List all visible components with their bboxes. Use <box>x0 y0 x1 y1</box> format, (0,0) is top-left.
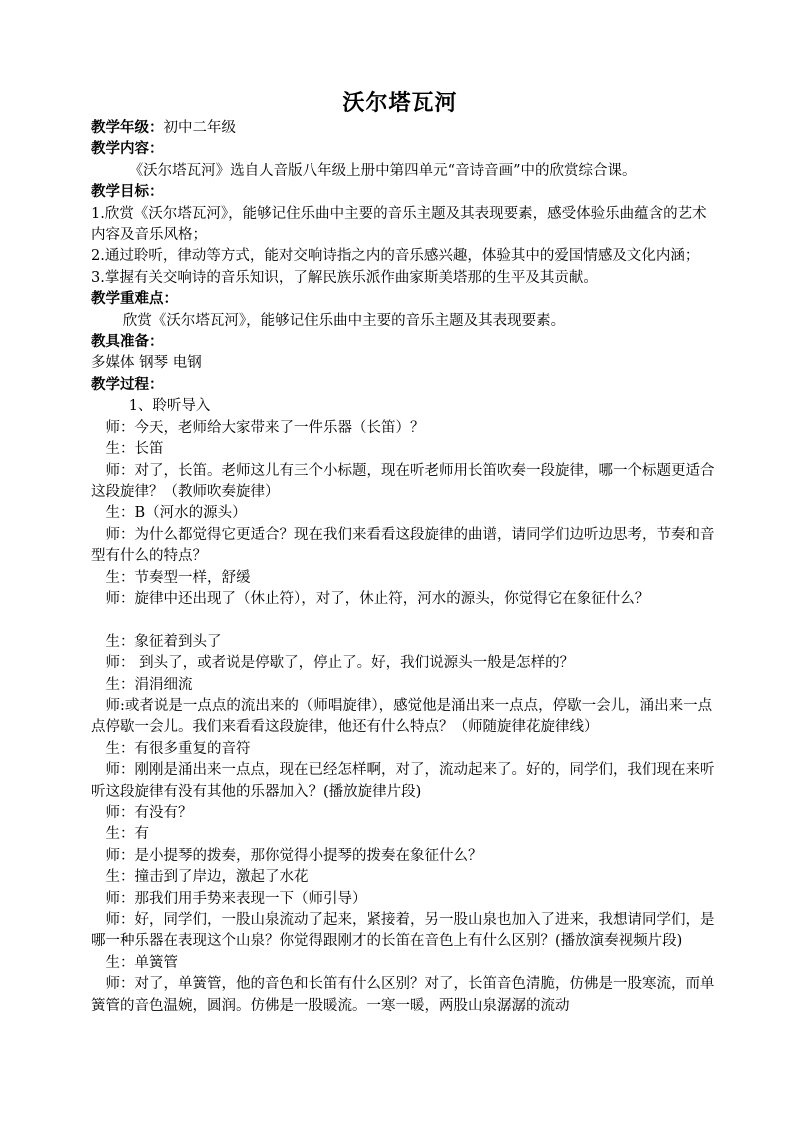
key-points-label: 教学重难点： <box>91 291 178 308</box>
dialogue-line: 生：象征着到头了 <box>105 633 222 650</box>
dialogue-line: 生：撞击到了岸边，激起了水花 <box>105 869 309 886</box>
dialogue-line: 生：长笛 <box>105 441 164 458</box>
dialogue-line: 师：对了，长笛。老师这儿有三个小标题，现在听老师用长笛吹奏一段旋律，哪一个标题更适合这段旋律？（教师吹奏旋律） <box>91 462 715 500</box>
dialogue-line: 师：那我们用手势来表现一下（师引导） <box>105 890 367 907</box>
dialogue-line: 师：旋律中还出现了（休止符），对了，休止符，河水的源头，你觉得它在象征什么？ <box>105 590 650 607</box>
page-title: 沃尔塔瓦河 <box>342 91 458 116</box>
content-text: 《沃尔塔瓦河》选自人音版八年级上册中第四单元“音诗音画”中的欣赏综合课。 <box>128 162 637 179</box>
dialogue-line: 师：是小提琴的拨奏，那你觉得小提琴的拨奏在象征什么？ <box>105 847 483 864</box>
process-label: 教学过程： <box>91 376 164 393</box>
dialogue-line: 生：有很多重复的音符 <box>105 740 251 757</box>
blank-line <box>91 610 715 631</box>
dialogue-line: 师：今天，老师给大家带来了一件乐器（长笛）？ <box>105 419 425 436</box>
grade-line <box>91 118 715 139</box>
goal-item: 2.通过聆听，律动等方式，能对交响诗指之内的音乐感兴趣，体验其中的爱国情感及文化内涵； <box>91 248 700 265</box>
process-section-heading: 1、聆听导入 <box>128 398 211 415</box>
dialogue-line: 生：涓涓细流 <box>105 676 193 693</box>
dialogue-line: 师：为什么都觉得它更适合？现在我们来看看这段旋律的曲谱，请同学们边听边思考，节奏和音型有什么的特点？ <box>91 526 715 565</box>
dialogue-line: 师：有没有？ <box>105 804 193 821</box>
goals-label: 教学目标： <box>91 184 164 201</box>
dialogue-line: 生：有 <box>105 826 149 843</box>
grade-value: 初中二年级 <box>163 120 236 136</box>
content-label: 教学内容： <box>91 141 164 158</box>
tools-label: 教具准备： <box>91 334 164 351</box>
goal-item: 3.掌握有关交响诗的音乐知识，了解民族乐派作曲家斯美塔那的生平及其贡献。 <box>91 269 598 286</box>
dialogue-line: 师：好，同学们，一股山泉流动了起来，紧接着，另一股山泉也加入了进来，我想请同学们，是哪一种乐器在表现这个山泉？你觉得跟刚才的长笛在音色上有什么区别？(播放演奏视频片段) <box>91 912 715 950</box>
goal-item: 1.欣赏《沃尔塔瓦河》，能够记住乐曲中主要的音乐主题及其表现要素，感受体验乐曲蕴含的艺术内容及音乐风格； <box>91 205 707 244</box>
document-body <box>91 118 715 1017</box>
dialogue-line: 生：B（河水的源头） <box>105 505 247 522</box>
key-points-text: 欣赏《沃尔塔瓦河》，能够记住乐曲中主要的音乐主题及其表现要素。 <box>122 312 566 329</box>
dialogue-line: 师： 到头了，或者说是停歇了，停止了。好，我们说源头一般是怎样的？ <box>105 655 575 672</box>
dialogue-line: 生：节奏型一样，舒缓 <box>105 569 251 586</box>
dialogue-line: 师：刚刚是涌出来一点点，现在已经怎样啊，对了，流动起来了。好的，同学们，我们现在来听听这段旋律有没有其他的乐器加入？(播放旋律片段) <box>91 762 715 800</box>
dialogue-line: 师:或者说是一点点的流出来的（师唱旋律），感觉他是涌出来一点点，停歇一会儿，涌出来一点点停歇一会儿。我们来看看这段旋律，他还有什么特点？（师随旋律花旋律线） <box>91 697 713 736</box>
grade-label: 教学年级： <box>91 120 164 136</box>
dialogue-line: 师：对了，单簧管，他的音色和长笛有什么区别？对了，长笛音色清脆，仿佛是一股寒流，而单簧管的音色温婉，圆润。仿佛是一股暖流。一寒一暖，两股山泉潺潺的流动 <box>91 976 715 1014</box>
dialogue-line: 生：单簧管 <box>105 954 178 971</box>
tools-text: 多媒体 钢琴 电钢 <box>91 355 202 372</box>
